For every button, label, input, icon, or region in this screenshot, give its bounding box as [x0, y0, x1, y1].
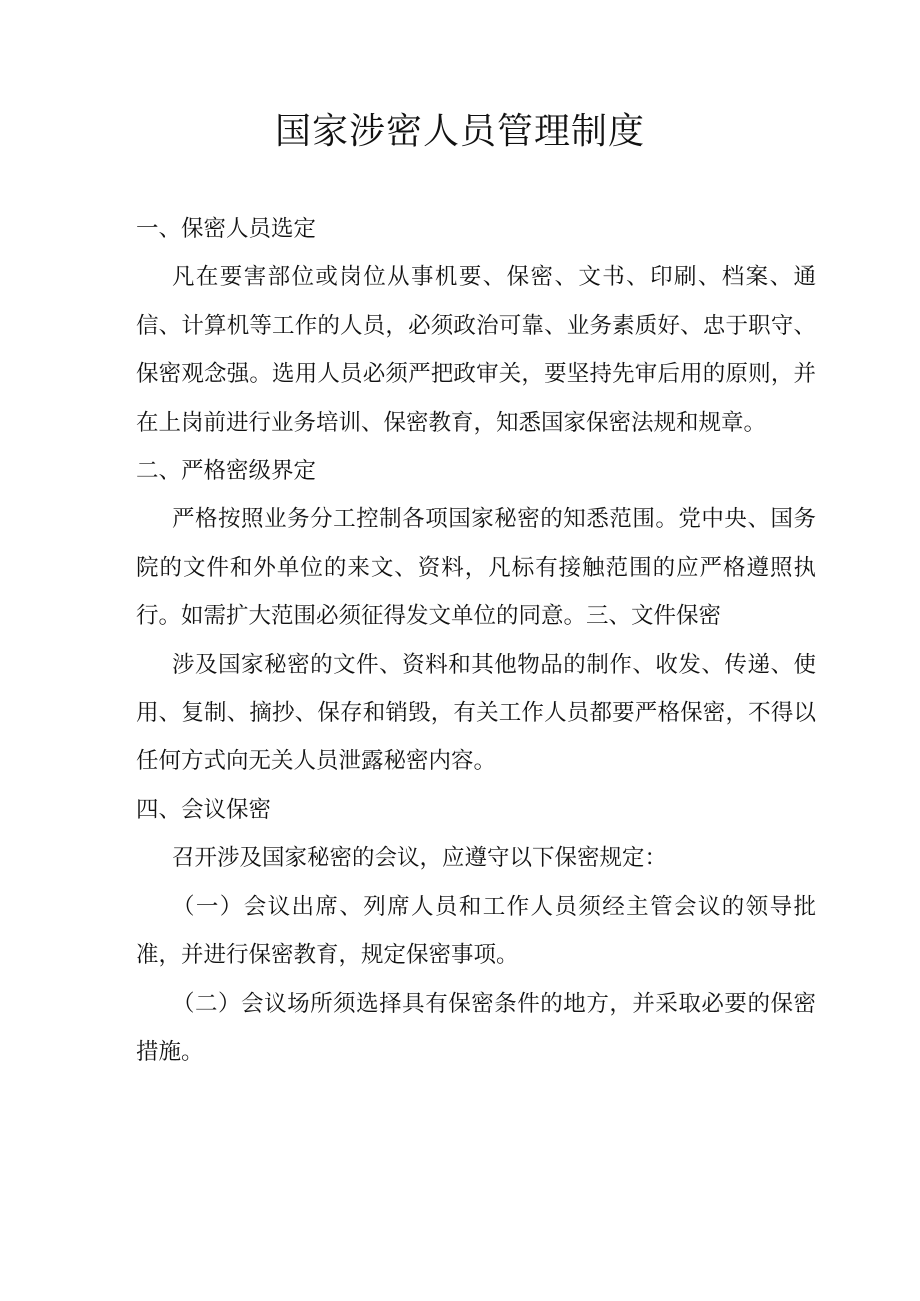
section-heading-personnel-selection: 一、保密人员选定	[136, 216, 317, 242]
section-heading-classification: 二、严格密级界定	[136, 458, 317, 485]
paragraph-classification: 严格按照业务分工控制各项国家秘密的知悉范围。党中央、国务院的文件和外单位的来文、资料，凡标有接触范围的应严格遵照执行。如需扩大范围必须征得发文单位的同意。三、文件保密	[136, 506, 816, 630]
paragraph-meeting-rule-1: （一）会议出席、列席人员和工作人员须经主管会议的领导批准，并进行保密教育，规定保密事项。	[136, 893, 816, 969]
paragraph-meeting-intro: 召开涉及国家秘密的会议，应遵守以下保密规定：	[172, 845, 668, 872]
paragraph-meeting-rule-2: （二）会议场所须选择具有保密条件的地方，并采取必要的保密措施。	[136, 990, 816, 1065]
document-title: 国家涉密人员管理制度	[274, 111, 645, 152]
paragraph-document-secrecy: 涉及国家秘密的文件、资料和其他物品的制作、收发、传递、使用、复制、摘抄、保存和销毁，有关工作人员都要严格保密，不得以任何方式向无关人员泄露秘密内容。	[136, 651, 816, 775]
section-heading-meeting-secrecy: 四、会议保密	[136, 796, 272, 823]
document-body	[136, 205, 816, 1076]
paragraph-personnel-selection: 凡在要害部位或岗位从事机要、保密、文书、印刷、档案、通信、计算机等工作的人员，必须政治可靠、业务素质好、忠于职守、保密观念强。选用人员必须严把政审关，要坚持先审后用的原则，并在上岗前进行业务培训、保密教育，知悉国家保密法规和规章。	[136, 264, 816, 436]
